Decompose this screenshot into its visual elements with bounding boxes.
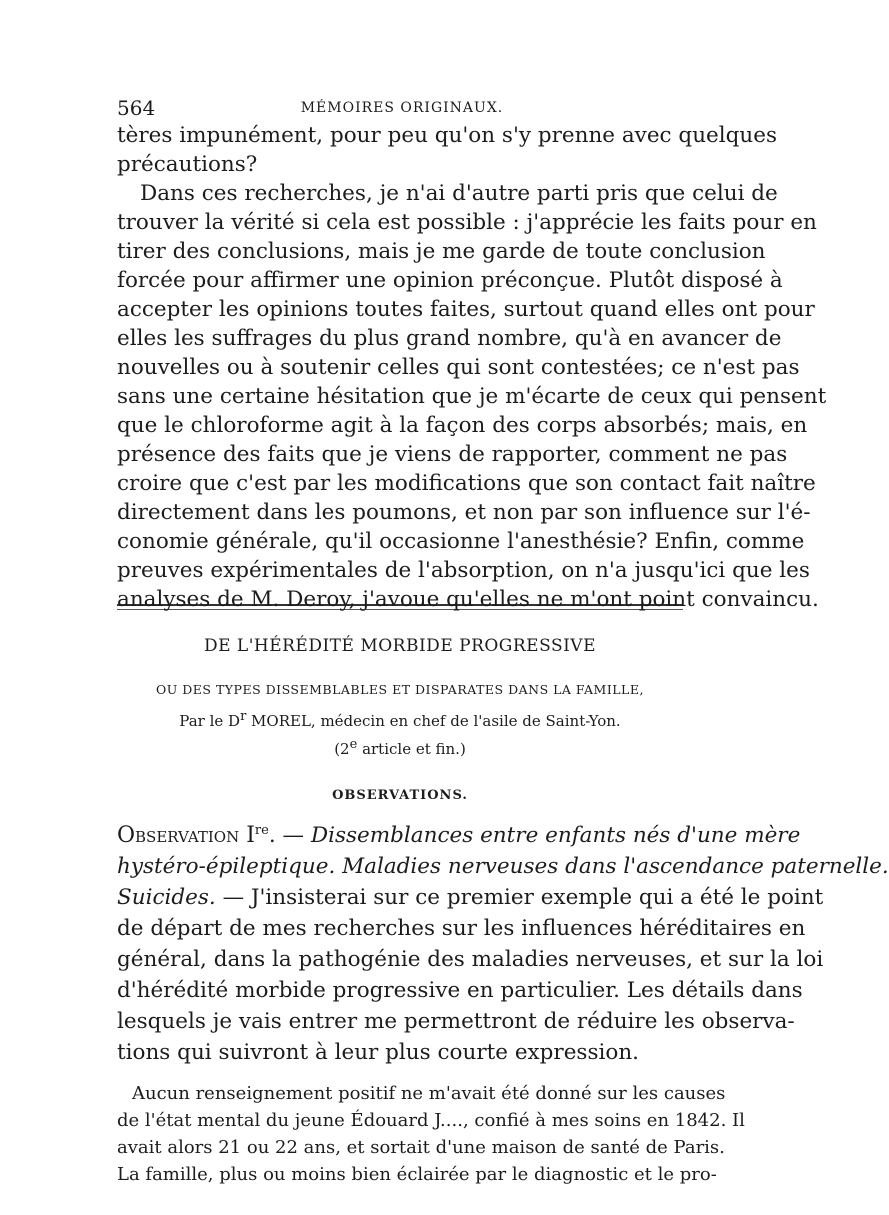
author-rest: MOREL, médecin en chef de l'asile de Saint-Yon. [246, 712, 621, 730]
observation-dash: . — [268, 823, 311, 848]
text-line: accepter les opinions toutes faites, surtout quand elles ont pour [117, 297, 815, 322]
observation-title-part1: Dissemblances entre enfants nés d'une mère [310, 823, 801, 848]
text-line: croire que c'est par les modifications que son contact fait naître [117, 471, 816, 496]
text-line: tères impunément, pour peu qu'on s'y prenne avec quelques [117, 123, 778, 148]
observation-title-part3: Suicides. [117, 885, 216, 910]
article-title: DE L'HÉRÉDITÉ MORBIDE PROGRESSIVE [203, 636, 596, 656]
text-line: analyses de M. Deroy, j'avoue qu'elles ne m'ont point convaincu. [117, 587, 819, 612]
text-line: sans une certaine hésitation que je m'écarte de ceux qui pensent [117, 384, 827, 409]
text-line: d'hérédité morbide progressive en particulier. Les détails dans [117, 978, 803, 1003]
observation-label: Observation I [117, 823, 255, 848]
text-line: Dans ces recherches, je n'ai d'autre parti pris que celui de [140, 181, 778, 206]
text-line: nouvelles ou à soutenir celles qui sont contestées; ce n'est pas [117, 355, 800, 380]
author-sup: r [240, 709, 247, 724]
case-line: La famille, plus ou moins bien éclairée par le diagnostic et le pro- [117, 1164, 717, 1185]
section-heading: OBSERVATIONS. [332, 788, 468, 803]
running-title: MÉMOIRES ORIGINAUX. [300, 100, 504, 116]
observation-title-part2: hystéro-épileptique. Maladies nerveuses dans l'ascendance paternelle. [117, 854, 889, 879]
observation-label-sup: re [254, 822, 269, 838]
text-line: lesquels je vais entrer me permettront de réduire les observa- [117, 1009, 795, 1034]
text-line: général, dans la pathogénie des maladies nerveuses, et sur la loi [117, 947, 824, 972]
part-note [117, 737, 683, 758]
text-line: preuves expérimentales de l'absorption, on n'a jusqu'ici que les [117, 558, 810, 583]
part-sup: e [349, 737, 358, 752]
text-line: elles les suffrages du plus grand nombre, qu'à en avancer de [117, 326, 782, 351]
text-line: directement dans les poumons, et non par son influence sur l'é- [117, 500, 811, 525]
observation-heading-line [117, 820, 801, 851]
text-line: présence des faits que je viens de rapporter, comment ne pas [117, 442, 788, 467]
author-line [117, 709, 683, 730]
text-line: que le chloroforme agit à la façon des corps absorbés; mais, en [117, 413, 808, 438]
case-line: Aucun renseignement positif ne m'avait été donné sur les causes [132, 1083, 726, 1104]
text-line: précautions? [117, 152, 258, 177]
author-prefix: Par le D [179, 712, 241, 730]
text-line: de départ de mes recherches sur les influences héréditaires en [117, 916, 806, 941]
observation-line3-rest: — J'insisterai sur ce premier exemple qui a été le point [215, 885, 824, 910]
article-subtitle: OU DES TYPES DISSEMBLABLES ET DISPARATES DANS LA FAMILLE, [156, 682, 644, 697]
text-line: tions qui suivront à leur plus courte expression. [117, 1040, 639, 1065]
case-line: de l'état mental du jeune Édouard J...., confié à mes soins en 1842. Il [117, 1110, 745, 1131]
text-line: conomie générale, qu'il occasionne l'anesthésie? Enfin, comme [117, 529, 805, 554]
observation-title-line3 [117, 882, 824, 913]
part-prefix: (2 [334, 740, 350, 758]
text-line: trouver la vérité si cela est possible : j'apprécie les faits pour en [117, 210, 817, 235]
case-line: avait alors 21 ou 22 ans, et sortait d'une maison de santé de Paris. [117, 1137, 725, 1158]
part-rest: article et fin.) [357, 740, 466, 758]
text-line: forcée pour affirmer une opinion préconçue. Plutôt disposé à [117, 268, 783, 293]
text-line: tirer des conclusions, mais je me garde de toute conclusion [117, 239, 766, 264]
page-number: 564 [117, 96, 156, 120]
